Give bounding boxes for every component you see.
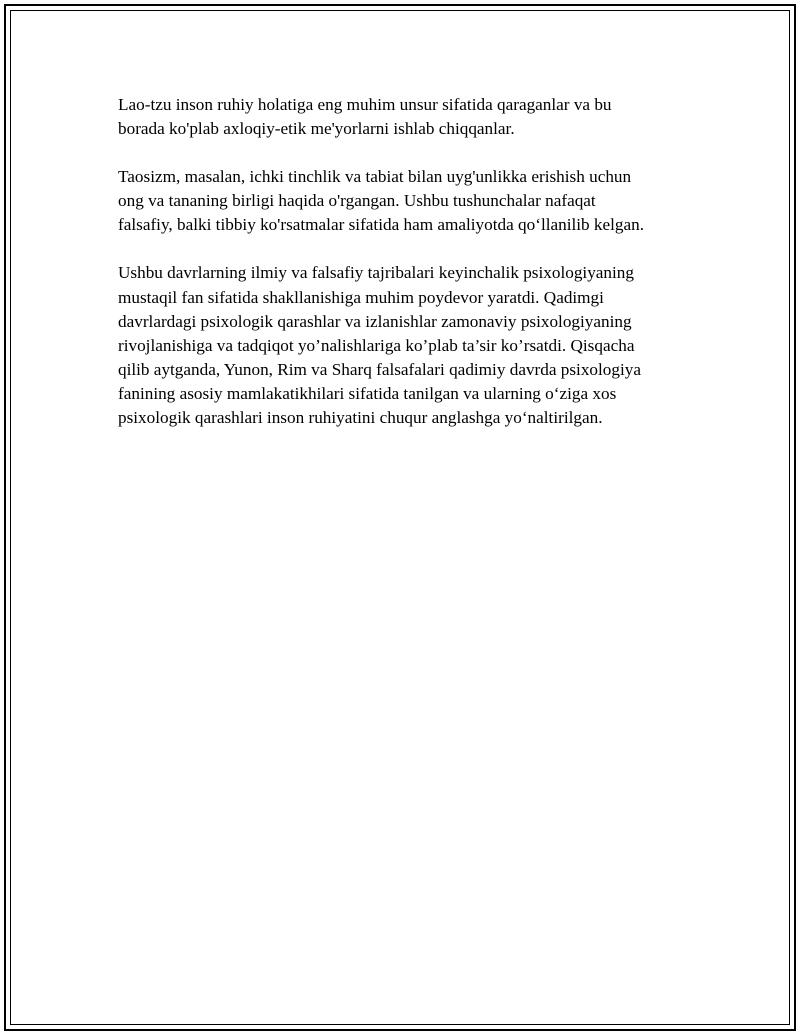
paragraph-1 bbox=[118, 93, 692, 141]
paragraph-3-line-6: fanining asosiy mamlakatikhilari sifatida tanilgan va ularning o‘ziga xos bbox=[118, 383, 617, 403]
paragraph-2 bbox=[118, 165, 692, 237]
paragraph-3-line-1: Ushbu davrlarning ilmiy va falsafiy tajribalari keyinchalik psixologiyaning bbox=[118, 263, 634, 283]
paragraph-3-line-3: davrlardagi psixologik qarashlar va izlanishlar zamonaviy psixologiyaning bbox=[118, 311, 632, 331]
paragraph-3-line-2: mustaqil fan sifatida shakllanishiga muhim poydevor yaratdi. Qadimgi bbox=[118, 287, 604, 307]
paragraph-3-line-5: qilib aytganda, Yunon, Rim va Sharq falsafalari qadimiy davrda psixologiya bbox=[118, 359, 641, 379]
paragraph-1-line-2: borada ko'plab axloqiy-etik me'yorlarni ishlab chiqqanlar. bbox=[118, 119, 515, 139]
paragraph-2-line-1: Taosizm, masalan, ichki tinchlik va tabiat bilan uyg'unlikka erishish uchun bbox=[118, 167, 632, 187]
paragraph-2-line-2: ong va tananing birligi haqida o'rgangan. Ushbu tushunchalar nafaqat bbox=[118, 191, 596, 211]
paragraph-3-line-7: psixologik qarashlari inson ruhiyatini chuqur anglashga yo‘naltirilgan. bbox=[118, 408, 603, 428]
document-body bbox=[118, 93, 692, 454]
paragraph-3 bbox=[118, 261, 692, 430]
paragraph-3-line-4: rivojlanishiga va tadqiqot yo’nalishlariga ko’plab ta’sir ko’rsatdi. Qisqacha bbox=[118, 335, 635, 355]
paragraph-2-line-3: falsafiy, balki tibbiy ko'rsatmalar sifatida ham amaliyotda qo‘llanilib kelgan. bbox=[118, 215, 645, 235]
paragraph-1-line-1: Lao-tzu inson ruhiy holatiga eng muhim unsur sifatida qaraganlar va bu bbox=[118, 95, 612, 114]
